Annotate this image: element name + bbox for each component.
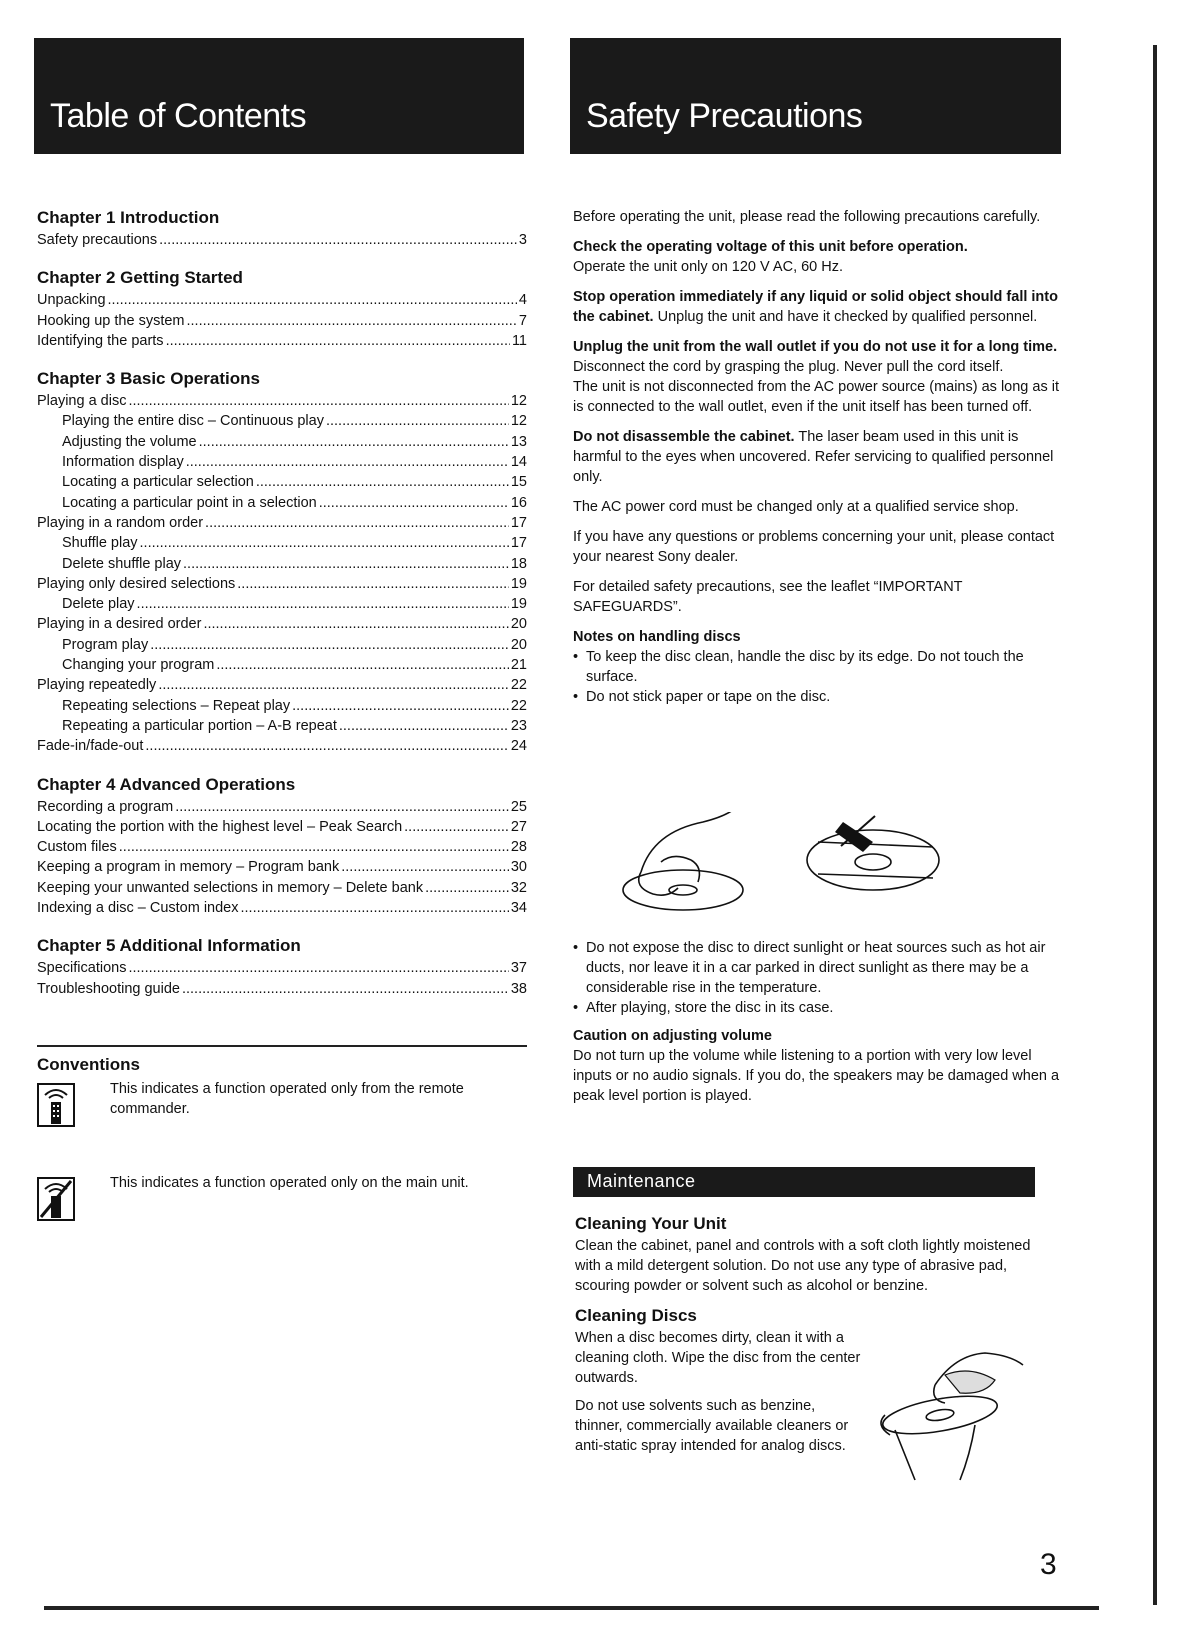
toc-entry: [37, 391, 527, 411]
toc-entry-label: Fade-in/fade-out: [37, 738, 144, 755]
toc-page-number: 38: [510, 980, 527, 997]
toc-leader-dots: [425, 878, 509, 898]
toc-page-number: 21: [510, 657, 527, 674]
toc-leader-dots: [108, 290, 517, 310]
toc-entry: [37, 472, 527, 492]
safety-title: Safety Precautions: [586, 97, 863, 135]
safety-unplug: [573, 337, 1063, 377]
toc-leader-dots: [292, 696, 509, 716]
toc-page-number: 20: [510, 636, 527, 653]
toc-entry: [37, 878, 527, 898]
toc-page-number: 12: [510, 413, 527, 430]
toc-entry: [37, 411, 527, 431]
toc-entry: [37, 533, 527, 553]
unplug-text: Disconnect the cord by grasping the plug. Never pull the cord itself.: [573, 359, 1004, 375]
disassemble-text: The laser beam used in this unit is harmful to the eyes when uncovered. Refer servicing to qualified personnel only.: [573, 429, 1054, 485]
convention-remote-text: This indicates a function operated only from the remote commander.: [110, 1081, 464, 1117]
toc-leader-dots: [140, 533, 509, 553]
toc-page-number: 37: [510, 960, 527, 977]
toc-entry-label: Playing a disc: [37, 393, 127, 410]
toc-entry-label: Playing repeatedly: [37, 677, 157, 694]
volume-caution-heading: Caution on adjusting volume: [573, 1028, 772, 1044]
cleaning-discs-heading: Cleaning Discs: [575, 1306, 697, 1325]
toc-page-number: 24: [510, 738, 527, 755]
toc-entry-label: Repeating a particular portion – A-B repeat: [62, 717, 337, 734]
convention-main-unit-text: This indicates a function operated only on the main unit.: [110, 1175, 469, 1191]
toc-chapter-heading: Chapter 3 Basic Operations: [37, 369, 260, 389]
list-item: • To keep the disc clean, handle the disc by its edge. Do not touch the surface.: [573, 647, 1063, 687]
toc-leader-dots: [128, 391, 508, 411]
toc-page-number: 25: [510, 798, 527, 815]
discs-notes-list-2: [573, 938, 1063, 1018]
safety-cord: The AC power cord must be changed only at a qualified service shop.: [573, 499, 1019, 515]
discs-notes-heading: Notes on handling discs: [573, 629, 741, 645]
toc-entry: [37, 837, 527, 857]
voltage-warning: Check the operating voltage of this unit before operation.: [573, 239, 968, 255]
toc-page-number: 19: [510, 575, 527, 592]
toc-page-number: 13: [510, 433, 527, 450]
toc-leader-dots: [326, 411, 509, 431]
cleaning-discs-text-2: Do not use solvents such as benzine, thinner, commercially available cleaners or anti-static spray intended for analog discs.: [575, 1398, 849, 1454]
toc-entry: [37, 958, 527, 978]
safety-section: [573, 207, 1063, 707]
toc-entry-label: Unpacking: [37, 292, 106, 309]
toc-leader-dots: [241, 898, 509, 918]
toc-leader-dots: [216, 655, 509, 675]
toc-page-number: 17: [510, 535, 527, 552]
toc-entry-label: Keeping a program in memory – Program bank: [37, 859, 340, 876]
safety-liquid: [573, 287, 1063, 327]
toc-page-number: 14: [510, 454, 527, 471]
toc-entry-label: Locating the portion with the highest level – Peak Search: [37, 818, 403, 835]
list-item: • Do not expose the disc to direct sunlight or heat sources such as hot air ducts, nor leave it in a car parked in direct sunlight as there may be a considerable rise in the temperature.: [573, 938, 1063, 998]
convention-remote: [37, 1079, 527, 1133]
toc-leader-dots: [186, 452, 509, 472]
toc-page-number: 19: [510, 596, 527, 613]
page-number: 3: [1040, 1548, 1057, 1581]
toc-leader-dots: [166, 331, 510, 351]
toc-leader-dots: [319, 493, 509, 513]
toc-page-number: 30: [510, 859, 527, 876]
cleaning-discs-text-block: [575, 1328, 865, 1456]
safety-banner: [570, 38, 1061, 154]
toc-entry: [37, 513, 527, 533]
toc-entry-label: Hooking up the system: [37, 312, 185, 329]
toc-entry-label: Delete shuffle play: [62, 555, 182, 572]
toc-leader-dots: [199, 432, 509, 452]
convention-main-unit: [37, 1173, 527, 1227]
toc-entry: [37, 493, 527, 513]
toc-chapter-heading: Chapter 5 Additional Information: [37, 936, 301, 956]
safety-intro: Before operating the unit, please read the following precautions carefully.: [573, 209, 1041, 225]
safety-voltage: [573, 237, 1063, 277]
toc-leader-dots: [237, 574, 509, 594]
toc-entry: [37, 675, 527, 695]
toc-banner: [34, 38, 524, 154]
toc-page-number: 17: [510, 514, 527, 531]
toc-entry-label: Indexing a disc – Custom index: [37, 900, 239, 917]
maintenance-bar: [573, 1167, 1035, 1197]
toc-page-number: 16: [510, 494, 527, 511]
toc-entry-label: Repeating selections – Repeat play: [62, 697, 291, 714]
toc-page-number: 15: [510, 474, 527, 491]
toc-chapter-heading: Chapter 4 Advanced Operations: [37, 774, 296, 794]
safety-disassemble: [573, 427, 1063, 487]
toc-entry: [37, 290, 527, 310]
toc-entry: [37, 594, 527, 614]
toc-entry: [37, 898, 527, 918]
toc-entry: [37, 311, 527, 331]
toc-leader-dots: [182, 979, 509, 999]
remote-commander-icon: [37, 1083, 75, 1127]
disc-cleaning-illustration: [875, 1345, 1025, 1485]
toc-page-number: 23: [510, 717, 527, 734]
toc-entry-label: Changing your program: [62, 657, 215, 674]
toc-leader-dots: [137, 594, 509, 614]
toc-leader-dots: [159, 230, 517, 250]
toc-entry: [37, 614, 527, 634]
toc-leader-dots: [341, 857, 509, 877]
toc-entry: [37, 655, 527, 675]
toc-leader-dots: [145, 736, 508, 756]
toc-entry: [37, 574, 527, 594]
voltage-text: Operate the unit only on 120 V AC, 60 Hz.: [573, 259, 844, 275]
toc-page-number: 18: [510, 555, 527, 572]
table-of-contents: [37, 206, 527, 999]
toc-entry-label: Identifying the parts: [37, 332, 164, 349]
list-item: • After playing, store the disc in its case.: [573, 998, 1063, 1018]
cleaning-discs-text-1: When a disc becomes dirty, clean it with a cleaning cloth. Wipe the disc from the center outwards.: [575, 1330, 861, 1386]
conventions-divider: [37, 1045, 527, 1047]
disc-handling-illustration: [573, 812, 1063, 922]
toc-entry-label: Program play: [62, 636, 149, 653]
conventions-section: [37, 1055, 527, 1227]
toc-chapter-heading: Chapter 2 Getting Started: [37, 268, 243, 288]
toc-entry: [37, 817, 527, 837]
toc-entry-label: Safety precautions: [37, 232, 158, 248]
liquid-warning: Stop operation immediately if any liquid or solid object should fall into the cabinet.: [573, 289, 1058, 325]
toc-entry-label: Information display: [62, 454, 184, 471]
toc-entry-label: Shuffle play: [62, 535, 138, 552]
toc-leader-dots: [150, 635, 509, 655]
toc-leader-dots: [339, 716, 509, 736]
toc-entry-label: Playing only desired selections: [37, 575, 236, 592]
toc-title: Table of Contents: [50, 97, 307, 135]
toc-entry: [37, 452, 527, 472]
toc-entry-label: Locating a particular selection: [62, 474, 254, 491]
toc-entry-label: Adjusting the volume: [62, 433, 197, 450]
toc-leader-dots: [203, 614, 508, 634]
toc-entry: [37, 554, 527, 574]
toc-entry: [37, 979, 527, 999]
toc-page-number: 34: [510, 900, 527, 917]
unplug-warning: Unplug the unit from the wall outlet if you do not use it for a long time.: [573, 339, 1058, 355]
toc-page-number: 11: [511, 332, 527, 349]
toc-entry: [37, 696, 527, 716]
toc-entry: [37, 635, 527, 655]
toc-entry: [37, 736, 527, 756]
disassemble-warning: Do not disassemble the cabinet.: [573, 429, 795, 445]
toc-page-number: 22: [510, 697, 527, 714]
toc-page-number: 27: [510, 818, 527, 835]
toc-leader-dots: [256, 472, 509, 492]
toc-entry: [37, 716, 527, 736]
conventions-heading: Conventions: [37, 1055, 140, 1074]
toc-page-number: 32: [510, 879, 527, 896]
volume-caution-text: Do not turn up the volume while listening to a portion with very low level inputs or no audio signals. If you do, the speakers may be damaged when a peak level portion is played.: [573, 1048, 1060, 1104]
toc-entry-label: Playing the entire disc – Continuous play: [62, 413, 324, 430]
toc-leader-dots: [175, 797, 509, 817]
toc-leader-dots: [183, 554, 509, 574]
safety-section-continued: [573, 938, 1063, 1106]
toc-entry-label: Locating a particular point in a selection: [62, 494, 317, 511]
toc-entry-label: Recording a program: [37, 798, 174, 815]
toc-page-number: 7: [518, 312, 527, 329]
toc-entry-label: Troubleshooting guide: [37, 980, 180, 997]
toc-page-number: 28: [510, 839, 527, 856]
toc-entry-label: Delete play: [62, 596, 135, 613]
toc-entry: [37, 797, 527, 817]
toc-entry-label: Playing in a desired order: [37, 616, 202, 633]
toc-leader-dots: [205, 513, 509, 533]
toc-entry-label: Specifications: [37, 960, 127, 977]
unplug-text-2: The unit is not disconnected from the AC power source (mains) as long as it is connected to the wall outlet, even if the unit itself has been turned off.: [573, 379, 1059, 415]
bottom-rule: [44, 1606, 1099, 1610]
toc-page-number: 12: [510, 393, 527, 410]
toc-leader-dots: [119, 837, 509, 857]
toc-leader-dots: [128, 958, 508, 978]
main-unit-only-icon: [37, 1177, 75, 1221]
toc-entry-label: Keeping your unwanted selections in memory – Delete bank: [37, 879, 424, 896]
toc-entry: [37, 331, 527, 351]
toc-leader-dots: [187, 311, 517, 331]
cleaning-unit-text: Clean the cabinet, panel and controls with a soft cloth lightly moistened with a mild detergent solution. Do not use any type of abrasive pad, scouring powder or solvent such as alcohol or benzine.: [575, 1238, 1031, 1294]
cleaning-unit-heading: Cleaning Your Unit: [575, 1214, 727, 1233]
toc-entry: [37, 432, 527, 452]
toc-page-number: 22: [510, 677, 527, 694]
toc-leader-dots: [158, 675, 509, 695]
safety-detailed: For detailed safety precautions, see the leaflet “IMPORTANT SAFEGUARDS”.: [573, 579, 963, 615]
toc-entry-label: Playing in a random order: [37, 514, 204, 531]
toc-entry: [37, 857, 527, 877]
toc-chapter-heading: Chapter 1 Introduction: [37, 208, 220, 227]
toc-page-number: 4: [518, 292, 527, 309]
liquid-text: Unplug the unit and have it checked by qualified personnel.: [657, 309, 1038, 325]
list-item: • Do not stick paper or tape on the disc.: [573, 687, 1063, 707]
maintenance-title: Maintenance: [587, 1171, 696, 1191]
toc-entry-label: Custom files: [37, 839, 117, 856]
right-edge-rule: [1153, 45, 1157, 1605]
toc-page-number: 20: [510, 616, 527, 633]
toc-page-number: 3: [518, 232, 527, 248]
toc-entry: [37, 230, 527, 250]
safety-questions: If you have any questions or problems concerning your unit, please contact your nearest Sony dealer.: [573, 529, 1055, 565]
discs-notes-list: [573, 647, 1063, 707]
toc-leader-dots: [404, 817, 509, 837]
